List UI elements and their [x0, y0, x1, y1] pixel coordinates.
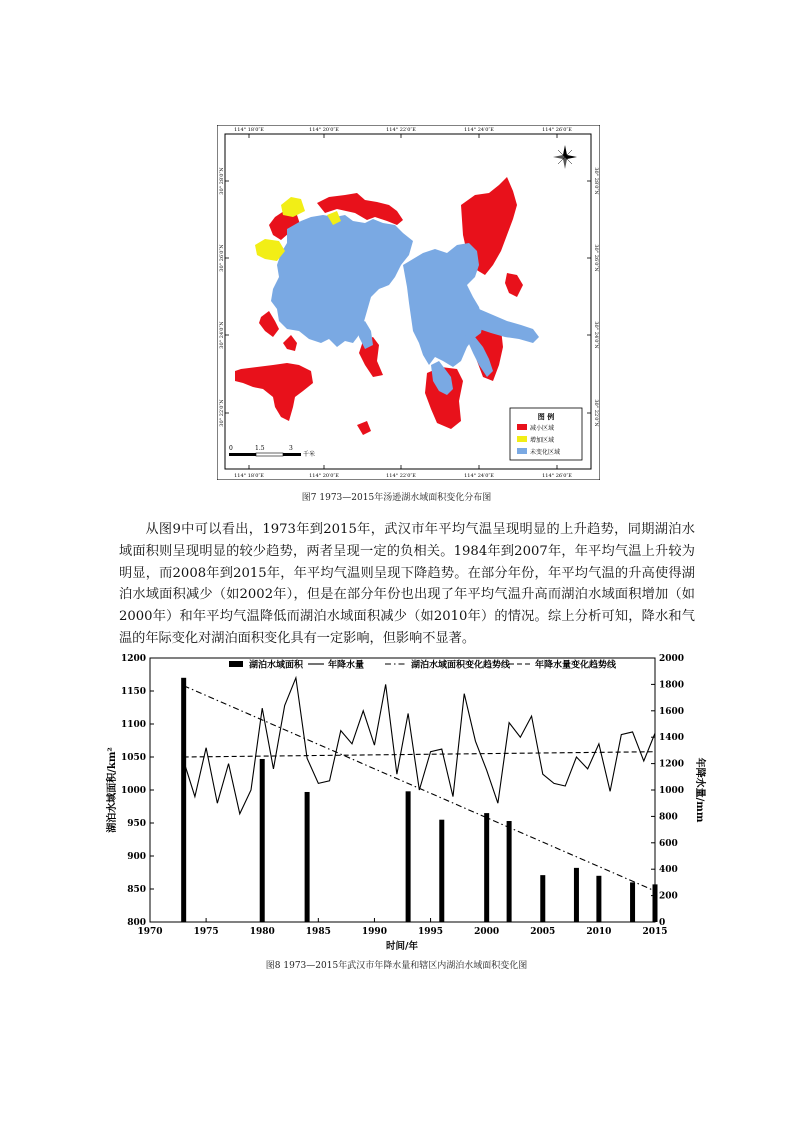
y-tick-label-right: 400 — [659, 865, 678, 876]
y-tick-label-left: 1200 — [120, 654, 146, 664]
bottom-tick-label: 114° 22′0″E — [386, 473, 416, 479]
y-tick-label-right: 200 — [659, 891, 678, 902]
lake-area-bar — [507, 821, 512, 922]
y-tick-label-right: 1000 — [659, 786, 685, 796]
x-tick-label: 1995 — [418, 927, 444, 937]
y-tick-label-right: 1800 — [659, 680, 685, 691]
x-tick-label: 1975 — [193, 927, 219, 937]
x-tick-label: 2000 — [474, 927, 500, 937]
bottom-tick-label: 114° 18′0″E — [234, 473, 264, 479]
lake-area-bar — [653, 884, 658, 922]
scale-label-2: 3 — [289, 445, 293, 452]
legend-swatch-decrease — [517, 424, 527, 430]
y-tick-label-left: 1100 — [120, 720, 146, 730]
bottom-tick-label: 114° 26′0″E — [542, 473, 572, 479]
top-tick-label: 114° 20′0″E — [309, 127, 339, 133]
lake-area-bar — [630, 882, 635, 922]
left-tick-label: 30° 24′0″N — [219, 321, 225, 349]
legend-title: 图 例 — [537, 412, 555, 421]
y-axis-label-right: 年降水量/mm — [694, 757, 705, 823]
scale-unit: 千米 — [303, 451, 316, 458]
precip-lake-chart — [95, 650, 715, 955]
legend-label-decrease: 减小区域 — [530, 425, 555, 432]
right-tick-label: 30° 24′0″N — [593, 321, 599, 349]
area-trend-line — [184, 686, 655, 891]
top-tick-label: 114° 22′0″E — [386, 127, 416, 133]
x-tick-label: 1970 — [137, 927, 163, 937]
left-tick-label: 30° 26′0″N — [219, 244, 225, 272]
lake-area-bar — [484, 813, 489, 922]
y-tick-label-left: 800 — [127, 918, 146, 928]
y-tick-label-left: 1000 — [120, 786, 146, 796]
x-tick-label: 2005 — [530, 927, 556, 937]
x-tick-label: 1990 — [361, 927, 387, 937]
left-tick-label: 30° 28′0″N — [219, 167, 225, 195]
plot-frame — [150, 658, 655, 922]
legend-label: 湖泊水域面积 — [249, 660, 304, 671]
map-legend — [510, 408, 582, 460]
legend-label: 年降水量 — [328, 660, 365, 671]
lake-change-map — [217, 125, 600, 480]
lake-area-bar — [540, 875, 545, 922]
x-tick-label: 1980 — [249, 927, 275, 937]
y-tick-label-right: 1400 — [659, 733, 685, 744]
body-paragraph — [119, 519, 695, 650]
legend-swatch-bar — [229, 661, 243, 667]
chart-legend — [229, 659, 617, 671]
y-tick-label-left: 900 — [127, 852, 146, 862]
scale-label-0: 0 — [229, 445, 233, 452]
y-tick-label-left: 950 — [127, 819, 146, 829]
x-tick-label: 2010 — [586, 927, 612, 937]
right-tick-label: 30° 26′0″N — [593, 244, 599, 272]
lake-area-bar — [439, 820, 444, 922]
legend-label: 年降水量变化趋势线 — [535, 660, 617, 671]
lake-area-bar — [574, 868, 579, 922]
x-axis-label: 时间/年 — [386, 941, 418, 952]
bottom-tick-label: 114° 20′0″E — [309, 473, 339, 479]
precip-trend-line — [184, 752, 655, 757]
precipitation-line — [184, 678, 655, 814]
lake-area-bar — [305, 792, 310, 922]
x-tick-label: 1985 — [305, 927, 331, 937]
figure-8-caption: 图8 1973—2015年武汉市年降水量和辖区内湖泊水域面积变化图 — [265, 961, 528, 971]
legend-label: 湖泊水域面积变化趋势线 — [411, 660, 511, 671]
figure-7-caption: 图7 1973—2015年汤逊湖水域面积变化分布图 — [301, 493, 492, 503]
map-svg — [217, 125, 600, 480]
legend-label-increase: 增加区域 — [530, 437, 555, 444]
top-tick-label: 114° 18′0″E — [234, 127, 264, 133]
bottom-tick-label: 114° 24′0″E — [464, 473, 494, 479]
y-tick-label-right: 2000 — [659, 654, 685, 664]
y-tick-label-left: 1050 — [120, 753, 146, 763]
y-tick-label-right: 0 — [659, 918, 666, 928]
y-tick-label-right: 1200 — [659, 759, 685, 770]
paragraph-text: 从图9中可以看出，1973年到2015年，武汉市年平均气温呈现明显的上升趋势，同期湖泊水域面积则呈现明显的较少趋势，两者呈现一定的负相关。1984年到2007年，年平均气温上升较为明显，而2008年到2015年，年平均气温则呈现下降趋势。在部分年份，年平均气温的升高使得湖泊水域面积减少（如2002年），但是在部分年份也出现了年平均气温升高而湖泊水域面积增加（如2000年）和年平均气温降低而湖泊水域面积减少（如2010年）的情况。综上分析可知，降水和气温的年际变化对湖泊面积变化具有一定影响，但影响不显著。 — [119, 522, 695, 646]
y-tick-label-left: 1150 — [120, 687, 146, 697]
y-tick-label-left: 850 — [127, 885, 146, 895]
lake-area-bar — [596, 876, 601, 922]
legend-label-unchanged: 未变化区域 — [530, 449, 561, 456]
top-tick-label: 114° 26′0″E — [542, 127, 572, 133]
legend-swatch-increase — [517, 436, 527, 442]
right-tick-label: 30° 22′0″N — [593, 399, 599, 427]
lake-area-bar — [260, 759, 265, 922]
y-tick-label-right: 1600 — [659, 706, 685, 717]
y-tick-label-right: 600 — [659, 838, 678, 849]
lake-area-bar — [181, 678, 186, 922]
scale-label-1: 1.5 — [255, 445, 265, 452]
top-tick-label: 114° 24′0″E — [464, 127, 494, 133]
left-tick-label: 30° 22′0″N — [219, 399, 225, 427]
y-tick-label-right: 800 — [659, 812, 678, 823]
lake-area-bar — [406, 791, 411, 922]
x-tick-label: 2015 — [642, 927, 668, 937]
y-axis-label-left: 湖泊水域面积/km² — [107, 747, 118, 833]
legend-swatch-unchanged — [517, 448, 527, 454]
right-tick-label: 30° 28′0″N — [593, 167, 599, 195]
